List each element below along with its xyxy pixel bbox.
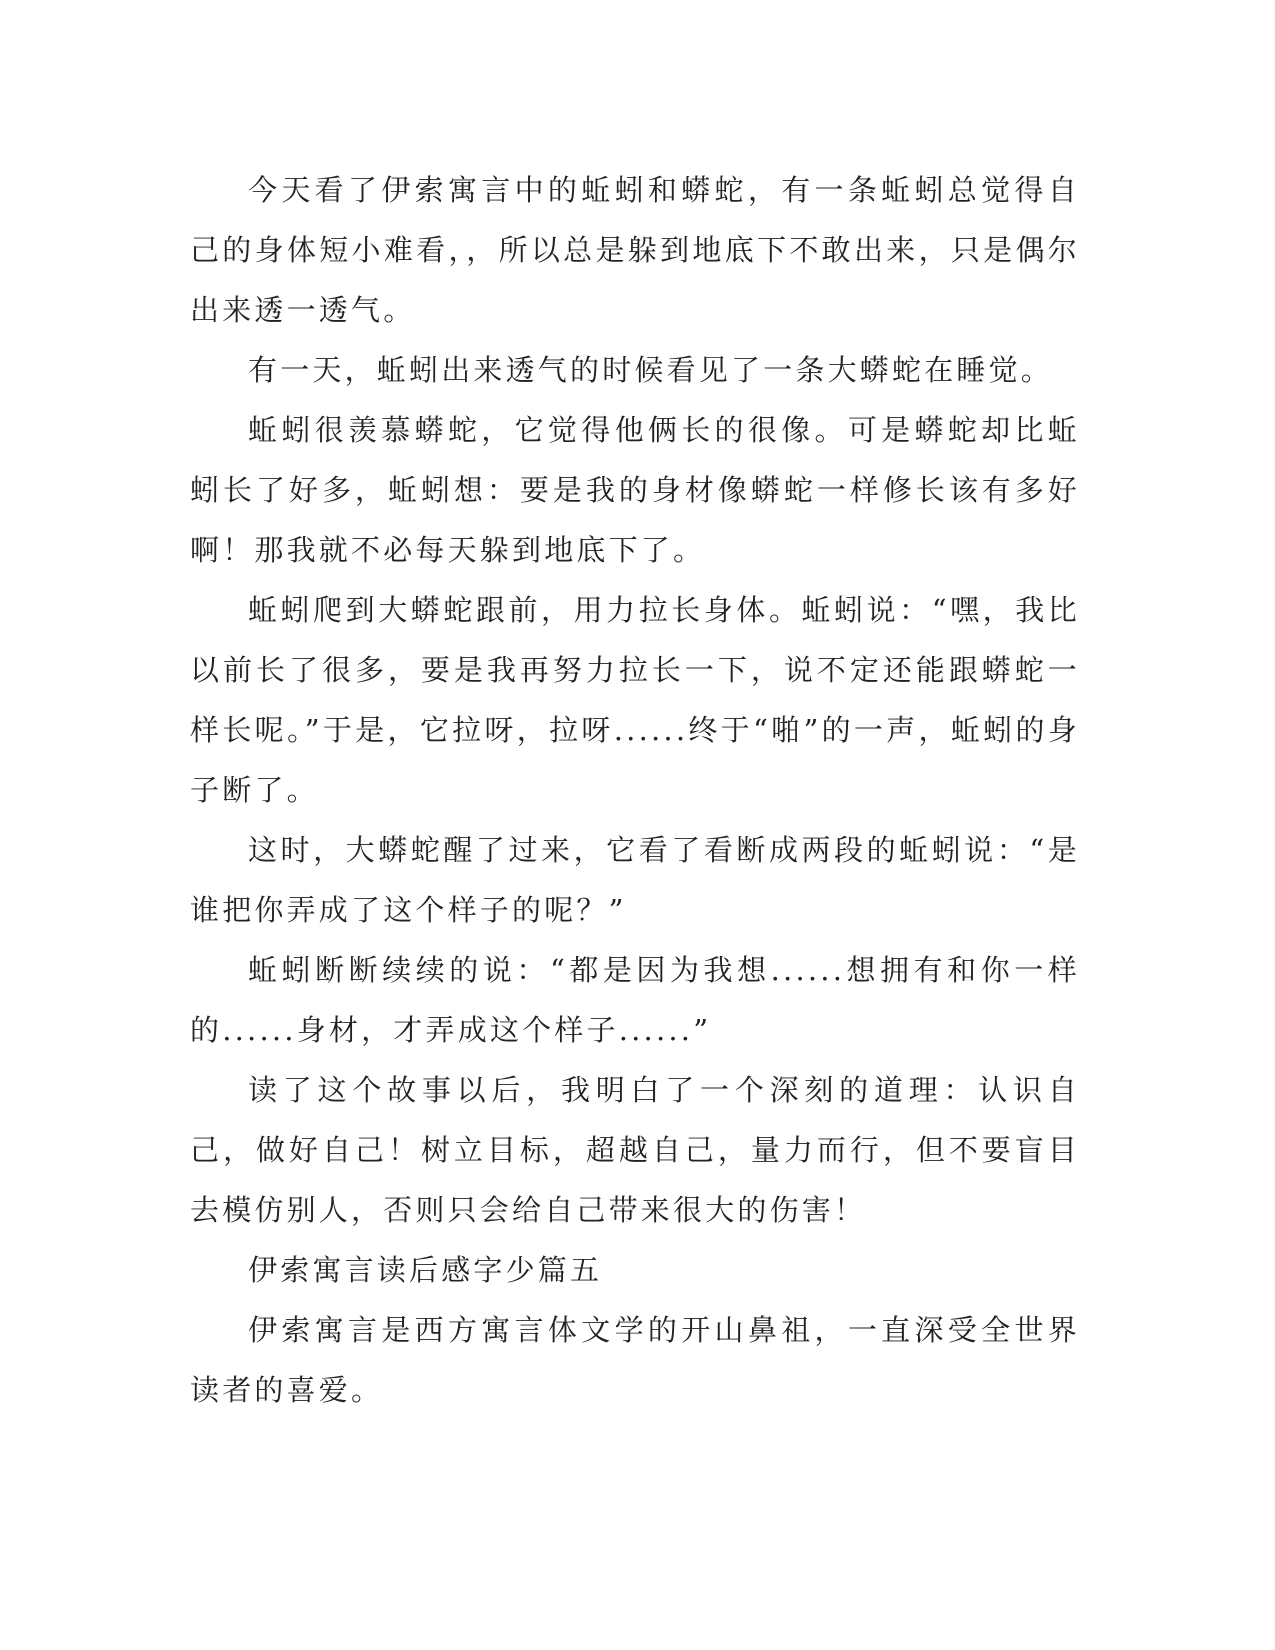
paragraph: 伊索寓言是西方寓言体文学的开山鼻祖，一直深受全世界读者的喜爱。	[190, 1313, 1080, 1407]
paragraph: 有一天，蚯蚓出来透气的时候看见了一条大蟒蛇在睡觉。	[248, 353, 1054, 387]
paragraph: 蚯蚓爬到大蟒蛇跟前，用力拉长身体。蚯蚓说：“嘿，我比以前长了很多，要是我再努力拉长一下，说不定还能跟蟒蛇一样长呢。”于是，它拉呀，拉呀......终于“啪”的一声，蚯蚓的身子断了。	[190, 593, 1080, 807]
paragraph: 今天看了伊索寓言中的蚯蚓和蟒蛇，有一条蚯蚓总觉得自己的身体短小难看，，所以总是躲到地底下不敢出来，只是偶尔出来透一透气。	[190, 173, 1080, 327]
paragraph: 蚯蚓很羡慕蟒蛇，它觉得他俩长的很像。可是蟒蛇却比蚯蚓长了好多，蚯蚓想：要是我的身材像蟒蛇一样修长该有多好啊！那我就不必每天躲到地底下了。	[190, 413, 1080, 567]
section-title: 伊索寓言读后感字少篇五	[248, 1253, 603, 1287]
paragraph: 读了这个故事以后，我明白了一个深刻的道理：认识自己，做好自己！树立目标，超越自己，量力而行，但不要盲目去模仿别人，否则只会给自己带来很大的伤害！	[190, 1073, 1080, 1227]
document-body	[190, 160, 1080, 1420]
paragraph: 蚯蚓断断续续的说：“都是因为我想......想拥有和你一样的......身材，才弄成这个样子......”	[190, 953, 1080, 1047]
paragraph: 这时，大蟒蛇醒了过来，它看了看断成两段的蚯蚓说：“是谁把你弄成了这个样子的呢？”	[190, 833, 1080, 927]
